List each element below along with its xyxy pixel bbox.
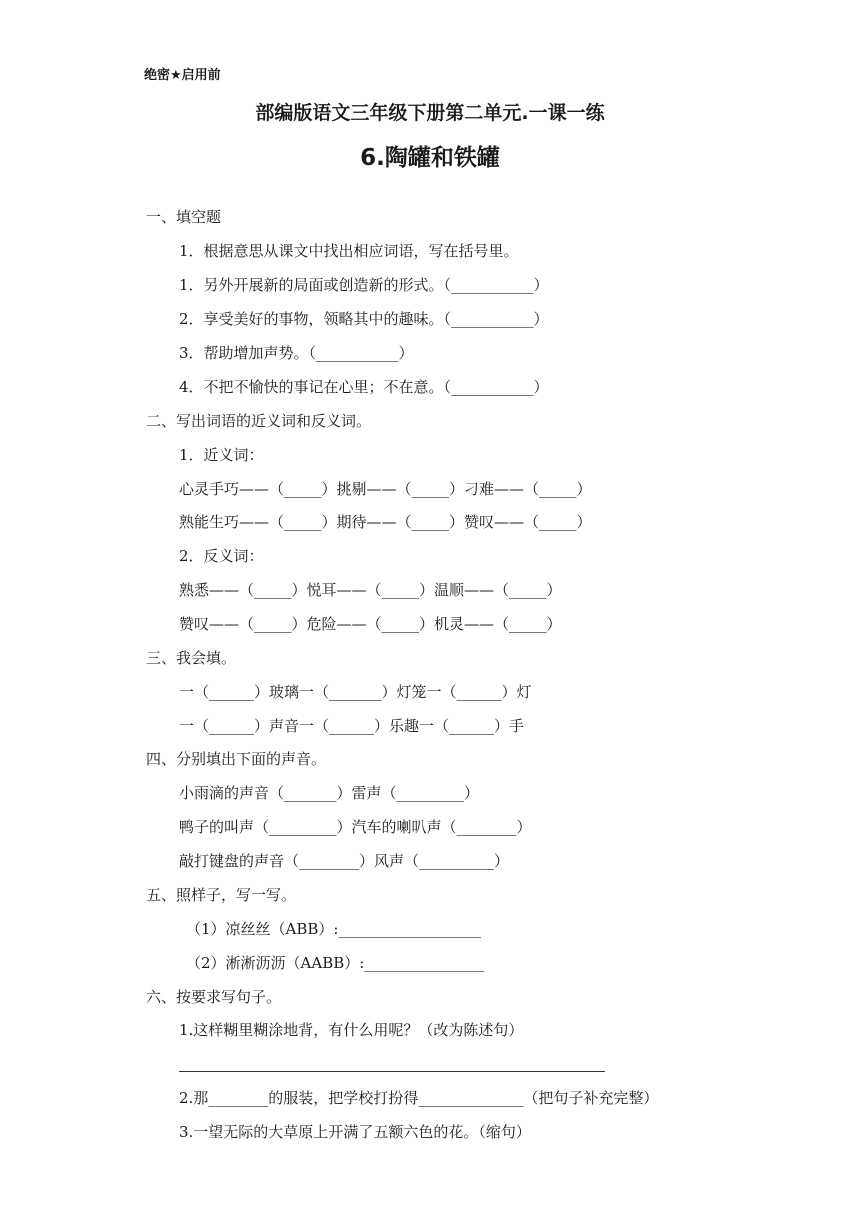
question-line: 心灵手巧——（_____）挑剔——（_____）刁难——（_____）	[179, 480, 592, 498]
answer-line	[179, 1071, 605, 1072]
section-heading: 二、写出词语的近义词和反义词。	[146, 412, 372, 430]
question-line: 3.一望无际的大草原上开满了五额六色的花。（缩句）	[179, 1123, 531, 1141]
question-line: 一（______）声音一（______）乐趣一（______）手	[179, 717, 525, 735]
question-line: 1．另外开展新的局面或创造新的形式。（___________）	[179, 276, 549, 294]
question-line: 4．不把不愉快的事记在心里；不在意。（___________）	[179, 378, 549, 396]
question-line: （2）淅淅沥沥（AABB）:________________	[186, 954, 485, 972]
question-line: 2．反义词：	[179, 547, 264, 565]
section-heading: 三、我会填。	[146, 649, 237, 667]
question-line: 1．根据意思从课文中找出相应词语，写在括号里。	[179, 242, 519, 260]
question-line: 1.这样糊里糊涂地背，有什么用呢？（改为陈述句）	[179, 1021, 524, 1039]
question-line: 2．享受美好的事物，领略其中的趣味。（___________）	[179, 310, 549, 328]
question-line: 敲打键盘的声音（________）风声（__________）	[179, 852, 510, 870]
lesson-title: 6.陶罐和铁罐	[360, 145, 500, 171]
section-heading: 一、填空题	[146, 208, 222, 226]
section-heading: 六、按要求写句子。	[146, 988, 282, 1006]
question-line: 小雨滴的声音（_______）雷声（_________）	[179, 784, 480, 802]
page-title: 部编版语文三年级下册第二单元.一课一练	[255, 102, 605, 124]
question-line: 3．帮助增加声势。（___________）	[179, 344, 414, 362]
question-line: 鸭子的叫声（_________）汽车的喇叭声（________）	[179, 818, 532, 836]
confidential-label: 绝密★启用前	[144, 68, 221, 83]
question-line: 2.那________的服装，把学校打扮得______________（把句子补充完整）	[179, 1089, 659, 1107]
question-line: 赞叹——（_____）危险——（_____）机灵——（_____）	[179, 615, 562, 633]
section-heading: 五、照样子，写一写。	[146, 886, 297, 904]
question-line: （1）凉丝丝（ABB）:___________________	[186, 920, 481, 938]
question-line: 熟能生巧——（_____）期待——（_____）赞叹——（_____）	[179, 513, 592, 531]
question-line: 一（______）玻璃一（_______）灯笼一（______）灯	[179, 683, 532, 701]
question-line: 熟悉——（_____）悦耳——（_____）温顺——（_____）	[179, 581, 562, 599]
section-heading: 四、分别填出下面的声音。	[146, 750, 327, 768]
question-line: 1．近义词：	[179, 446, 264, 464]
